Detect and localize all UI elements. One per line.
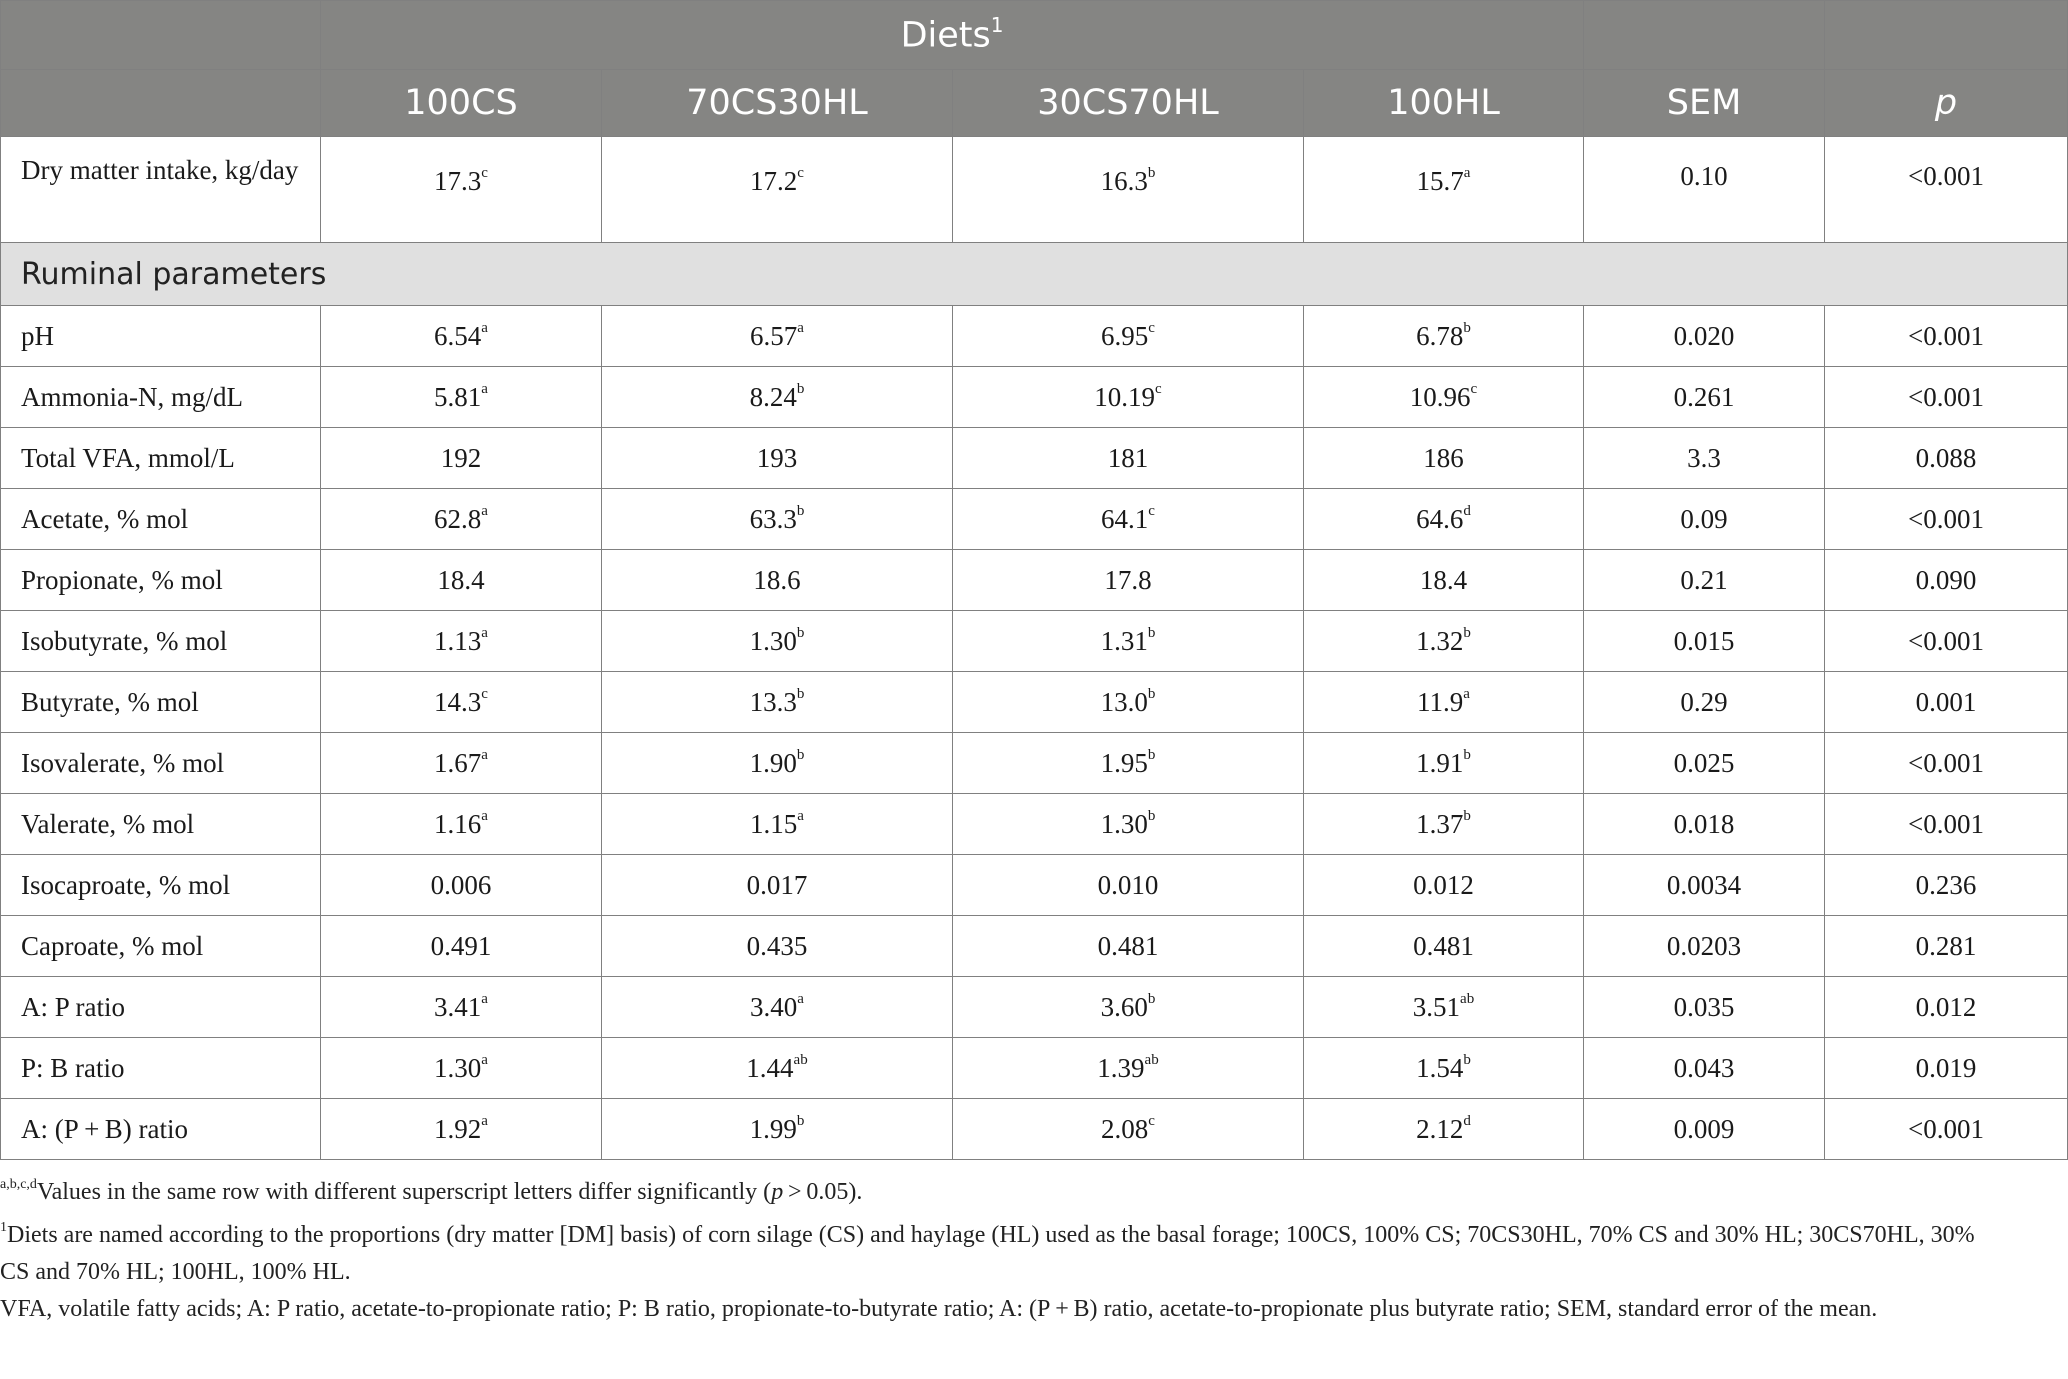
cell-value: <0.001 bbox=[1908, 747, 1985, 778]
cell-value: 0.236 bbox=[1915, 869, 1977, 900]
value-cell bbox=[953, 916, 1304, 977]
value-cell bbox=[1825, 137, 2068, 243]
value-cell bbox=[1584, 137, 1825, 243]
column-header: 30CS70HL bbox=[953, 70, 1304, 137]
value-cell bbox=[321, 733, 602, 794]
cell-value: 3.40 bbox=[750, 991, 798, 1022]
cell-value: 1.99 bbox=[749, 1113, 797, 1144]
value-cell bbox=[1584, 550, 1825, 611]
cell-value: 1.13 bbox=[434, 625, 482, 656]
table-row bbox=[1, 1099, 2068, 1160]
cell-value: 0.090 bbox=[1915, 564, 1977, 595]
significance-letter: d bbox=[1463, 502, 1471, 519]
cell-value: 3.51 bbox=[1412, 991, 1461, 1022]
value-cell bbox=[1825, 977, 2068, 1038]
footnote-text: > 0.05). bbox=[783, 1179, 863, 1205]
significance-letter: a bbox=[797, 990, 804, 1007]
table-row bbox=[1, 672, 2068, 733]
value-cell bbox=[321, 1099, 602, 1160]
value-cell bbox=[602, 1099, 953, 1160]
value-cell bbox=[1304, 428, 1584, 489]
cell-value: 15.7 bbox=[1416, 166, 1464, 196]
significance-letter: c bbox=[1148, 1112, 1155, 1129]
significance-letter: ab bbox=[793, 1051, 808, 1068]
value-cell bbox=[1825, 794, 2068, 855]
table-row bbox=[1, 367, 2068, 428]
value-cell bbox=[1825, 1099, 2068, 1160]
cell-value: 13.0 bbox=[1100, 686, 1148, 717]
cell-value: 3.41 bbox=[434, 991, 482, 1022]
table-row bbox=[1, 916, 2068, 977]
cell-value: <0.001 bbox=[1908, 161, 1985, 191]
cell-value: 2.12 bbox=[1416, 1113, 1464, 1144]
header-empty-cell bbox=[1584, 1, 1825, 70]
cell-value: 1.91 bbox=[1416, 747, 1464, 778]
cell-value: 0.481 bbox=[1413, 930, 1474, 961]
cell-value: 18.4 bbox=[1419, 564, 1468, 595]
cell-value: 62.8 bbox=[434, 503, 482, 534]
cell-value: 1.30 bbox=[434, 1052, 482, 1083]
cell-value: 0.0203 bbox=[1666, 930, 1742, 961]
cell-value: 10.96 bbox=[1409, 381, 1471, 412]
significance-letter: b bbox=[1463, 746, 1471, 763]
cell-value: 1.30 bbox=[749, 625, 797, 656]
significance-letter: a bbox=[481, 990, 488, 1007]
cell-value: 2.08 bbox=[1101, 1113, 1149, 1144]
row-label: Dry matter intake, kg/day bbox=[1, 137, 321, 243]
value-cell bbox=[1584, 672, 1825, 733]
significance-letter: c bbox=[1155, 380, 1162, 397]
cell-value: 1.90 bbox=[749, 747, 797, 778]
cell-value: 17.8 bbox=[1104, 564, 1152, 595]
cell-value: 1.37 bbox=[1416, 808, 1464, 839]
cell-value: 11.9 bbox=[1417, 686, 1464, 717]
value-cell bbox=[602, 855, 953, 916]
row-label: A: P ratio bbox=[1, 977, 321, 1038]
value-cell bbox=[1584, 733, 1825, 794]
significance-letter: a bbox=[481, 502, 488, 519]
cell-value: 1.31 bbox=[1100, 625, 1148, 656]
cell-value: 1.67 bbox=[434, 747, 482, 778]
cell-value: 0.012 bbox=[1915, 991, 1977, 1022]
row-label: Caproate, % mol bbox=[1, 916, 321, 977]
value-cell bbox=[1584, 428, 1825, 489]
value-cell bbox=[953, 672, 1304, 733]
significance-letter: a bbox=[481, 1112, 488, 1129]
value-cell bbox=[321, 367, 602, 428]
cell-value: 0.10 bbox=[1680, 161, 1728, 191]
table-row bbox=[1, 489, 2068, 550]
significance-letter: a bbox=[481, 380, 488, 397]
cell-value: 186 bbox=[1423, 442, 1464, 473]
value-cell bbox=[1584, 1099, 1825, 1160]
value-cell bbox=[602, 137, 953, 243]
cell-value: 1.95 bbox=[1100, 747, 1148, 778]
cell-value: 1.54 bbox=[1416, 1052, 1464, 1083]
value-cell bbox=[1304, 794, 1584, 855]
cell-value: 181 bbox=[1107, 442, 1149, 473]
cell-value: 17.3 bbox=[434, 166, 482, 196]
significance-letter: b bbox=[1463, 807, 1471, 824]
value-cell bbox=[1304, 1038, 1584, 1099]
cell-value: 0.21 bbox=[1680, 564, 1728, 595]
footnote-marker: 1 bbox=[0, 1220, 7, 1235]
value-cell bbox=[1304, 611, 1584, 672]
value-cell bbox=[1304, 306, 1584, 367]
row-label: Ammonia-N, mg/dL bbox=[1, 367, 321, 428]
cell-value: 18.4 bbox=[437, 564, 485, 595]
value-cell bbox=[321, 1038, 602, 1099]
value-cell bbox=[953, 428, 1304, 489]
value-cell bbox=[1584, 916, 1825, 977]
significance-letter: a bbox=[797, 807, 804, 824]
cell-value: 0.006 bbox=[430, 869, 492, 900]
cell-value: 0.481 bbox=[1097, 930, 1159, 961]
diets-group-header bbox=[321, 1, 1584, 70]
cell-value: 0.261 bbox=[1673, 381, 1735, 412]
footnote-significance bbox=[0, 1168, 2000, 1211]
cell-value: <0.001 bbox=[1908, 381, 1985, 412]
significance-letter: b bbox=[1147, 990, 1156, 1007]
cell-value: 3.60 bbox=[1100, 991, 1148, 1022]
significance-letter: ab bbox=[1144, 1051, 1159, 1068]
value-cell bbox=[321, 306, 602, 367]
cell-value: <0.001 bbox=[1908, 320, 1985, 351]
significance-letter: a bbox=[797, 319, 804, 336]
value-cell bbox=[1584, 611, 1825, 672]
row-label: A: (P + B) ratio bbox=[1, 1099, 321, 1160]
cell-value: <0.001 bbox=[1908, 625, 1985, 656]
cell-value: 1.32 bbox=[1416, 625, 1464, 656]
significance-letter: c bbox=[797, 165, 804, 181]
value-cell bbox=[1825, 550, 2068, 611]
cell-value: 10.19 bbox=[1094, 381, 1156, 412]
cell-value: 1.30 bbox=[1100, 808, 1148, 839]
cell-value: 0.001 bbox=[1915, 686, 1977, 717]
table-row bbox=[1, 855, 2068, 916]
value-cell bbox=[602, 489, 953, 550]
cell-value: 63.3 bbox=[749, 503, 797, 534]
cell-value: 64.1 bbox=[1101, 503, 1149, 534]
value-cell bbox=[1304, 672, 1584, 733]
footnote-marker: a,b,c,d bbox=[0, 1177, 37, 1192]
value-cell bbox=[1304, 733, 1584, 794]
significance-letter: ab bbox=[1460, 990, 1475, 1007]
cell-value: 18.6 bbox=[753, 564, 801, 595]
value-cell bbox=[602, 611, 953, 672]
row-label: Butyrate, % mol bbox=[1, 672, 321, 733]
row-label: Valerate, % mol bbox=[1, 794, 321, 855]
value-cell bbox=[953, 855, 1304, 916]
significance-letter: c bbox=[1148, 502, 1155, 519]
value-cell bbox=[602, 672, 953, 733]
value-cell bbox=[953, 1038, 1304, 1099]
cell-value: 0.281 bbox=[1915, 930, 1977, 961]
cell-value: 0.0034 bbox=[1666, 869, 1742, 900]
value-cell bbox=[1304, 1099, 1584, 1160]
cell-value: 1.39 bbox=[1097, 1052, 1145, 1083]
footnote-diets bbox=[0, 1211, 2000, 1291]
value-cell bbox=[602, 733, 953, 794]
cell-value: 0.025 bbox=[1673, 747, 1735, 778]
cell-value: 1.15 bbox=[750, 808, 798, 839]
value-cell bbox=[1304, 916, 1584, 977]
column-header: SEM bbox=[1584, 70, 1825, 137]
significance-letter: a bbox=[1463, 685, 1470, 702]
value-cell bbox=[321, 855, 602, 916]
value-cell bbox=[321, 672, 602, 733]
value-cell bbox=[321, 794, 602, 855]
value-cell bbox=[602, 306, 953, 367]
value-cell bbox=[321, 489, 602, 550]
value-cell bbox=[321, 977, 602, 1038]
cell-value: 0.088 bbox=[1915, 442, 1977, 473]
header-row-columns bbox=[1, 70, 2068, 137]
cell-value: 0.09 bbox=[1680, 503, 1728, 534]
cell-value: 0.019 bbox=[1915, 1052, 1977, 1083]
table-row bbox=[1, 137, 2068, 243]
cell-value: <0.001 bbox=[1908, 808, 1985, 839]
cell-value: 0.435 bbox=[746, 930, 808, 961]
cell-value: 0.043 bbox=[1673, 1052, 1735, 1083]
section-title: Ruminal parameters bbox=[1, 243, 2068, 306]
cell-value: 0.491 bbox=[430, 930, 492, 961]
value-cell bbox=[1825, 855, 2068, 916]
value-cell bbox=[1584, 367, 1825, 428]
significance-letter: b bbox=[1463, 1051, 1471, 1068]
cell-value: 13.3 bbox=[749, 686, 797, 717]
value-cell bbox=[1304, 977, 1584, 1038]
row-label: Isovalerate, % mol bbox=[1, 733, 321, 794]
value-cell bbox=[953, 794, 1304, 855]
significance-letter: a bbox=[481, 319, 488, 336]
value-cell bbox=[321, 428, 602, 489]
value-cell bbox=[1825, 428, 2068, 489]
value-cell bbox=[1825, 1038, 2068, 1099]
column-header: 70CS30HL bbox=[602, 70, 953, 137]
value-cell bbox=[1584, 1038, 1825, 1099]
value-cell bbox=[602, 1038, 953, 1099]
section-header-row bbox=[1, 243, 2068, 306]
value-cell bbox=[321, 550, 602, 611]
value-cell bbox=[321, 916, 602, 977]
significance-letter: b bbox=[796, 1112, 805, 1129]
significance-letter: a bbox=[481, 1051, 488, 1068]
value-cell bbox=[1304, 855, 1584, 916]
table-row bbox=[1, 550, 2068, 611]
column-header: 100HL bbox=[1304, 70, 1584, 137]
cell-value: <0.001 bbox=[1908, 503, 1985, 534]
cell-value: 0.009 bbox=[1673, 1113, 1735, 1144]
cell-value: 5.81 bbox=[434, 381, 482, 412]
value-cell bbox=[1825, 306, 2068, 367]
value-cell bbox=[1304, 550, 1584, 611]
table-footnotes bbox=[0, 1160, 2000, 1328]
value-cell bbox=[1304, 137, 1584, 243]
cell-value: 6.78 bbox=[1416, 320, 1464, 351]
value-cell bbox=[953, 733, 1304, 794]
column-header: 100CS bbox=[321, 70, 602, 137]
value-cell bbox=[953, 550, 1304, 611]
significance-letter: c bbox=[1470, 380, 1478, 397]
value-cell bbox=[1584, 977, 1825, 1038]
cell-value: 1.16 bbox=[434, 808, 482, 839]
cell-value: 0.020 bbox=[1673, 320, 1735, 351]
value-cell bbox=[953, 306, 1304, 367]
significance-letter: c bbox=[481, 165, 488, 181]
cell-value: 0.015 bbox=[1673, 625, 1735, 656]
significance-letter: b bbox=[1147, 165, 1156, 181]
value-cell bbox=[1584, 794, 1825, 855]
table-row bbox=[1, 977, 2068, 1038]
diets-footnote-marker: 1 bbox=[990, 12, 1004, 37]
value-cell bbox=[1825, 489, 2068, 550]
cell-value: 0.017 bbox=[746, 869, 808, 900]
cell-value: 8.24 bbox=[749, 381, 797, 412]
row-label: Acetate, % mol bbox=[1, 489, 321, 550]
value-cell bbox=[1304, 367, 1584, 428]
row-label: Isocaproate, % mol bbox=[1, 855, 321, 916]
significance-letter: b bbox=[796, 685, 805, 702]
significance-letter: b bbox=[1463, 624, 1471, 641]
significance-letter: b bbox=[796, 502, 805, 519]
value-cell bbox=[321, 611, 602, 672]
significance-letter: b bbox=[796, 380, 805, 397]
significance-letter: b bbox=[1463, 319, 1471, 336]
value-cell bbox=[1825, 733, 2068, 794]
value-cell bbox=[1584, 489, 1825, 550]
cell-value: 64.6 bbox=[1416, 503, 1464, 534]
column-header: p bbox=[1825, 70, 2068, 137]
cell-value: 6.54 bbox=[434, 320, 482, 351]
value-cell bbox=[602, 916, 953, 977]
value-cell bbox=[321, 137, 602, 243]
cell-value: 3.3 bbox=[1687, 442, 1721, 473]
significance-letter: b bbox=[796, 624, 805, 641]
row-label: P: B ratio bbox=[1, 1038, 321, 1099]
table-row bbox=[1, 306, 2068, 367]
row-label: Total VFA, mmol/L bbox=[1, 428, 321, 489]
row-label: Propionate, % mol bbox=[1, 550, 321, 611]
value-cell bbox=[953, 977, 1304, 1038]
value-cell bbox=[953, 489, 1304, 550]
significance-letter: c bbox=[481, 685, 488, 702]
cell-value: <0.001 bbox=[1908, 1113, 1985, 1144]
significance-letter: b bbox=[1147, 746, 1156, 763]
value-cell bbox=[602, 550, 953, 611]
significance-letter: b bbox=[1147, 685, 1156, 702]
value-cell bbox=[953, 367, 1304, 428]
diets-title: Diets bbox=[900, 15, 991, 56]
cell-value: 1.92 bbox=[434, 1113, 482, 1144]
header-empty-cell bbox=[1, 1, 321, 70]
table-row bbox=[1, 611, 2068, 672]
footnote-text: Values in the same row with different superscript letters differ significantly ( bbox=[36, 1179, 772, 1205]
footnote-text: VFA, volatile fatty acids; A: P ratio, acetate-to-propionate ratio; P: B ratio, propionate-to-butyrate ratio; A: (P + B) ratio, acetate-to-propionate plus butyrate ratio; SEM, standard error of the mean. bbox=[0, 1296, 1878, 1322]
cell-value: 6.57 bbox=[750, 320, 798, 351]
significance-letter: a bbox=[1463, 165, 1471, 181]
cell-value: 6.95 bbox=[1101, 320, 1149, 351]
table-row bbox=[1, 794, 2068, 855]
cell-value: 0.035 bbox=[1673, 991, 1735, 1022]
value-cell bbox=[953, 1099, 1304, 1160]
header-row-group bbox=[1, 1, 2068, 70]
value-cell bbox=[1825, 367, 2068, 428]
significance-letter: a bbox=[481, 624, 488, 641]
cell-value: 0.29 bbox=[1680, 686, 1728, 717]
footnote-text: Diets are named according to the proportions (dry matter [DM] basis) of corn silage (CS) and haylage (HL) used as the basal forage; 100CS, 100% CS; 70CS30HL, 70% CS and 30% HL; 30CS70HL, 30% CS and 70% HL; 100HL, 100% HL. bbox=[0, 1222, 1975, 1285]
significance-letter: b bbox=[1147, 624, 1156, 641]
significance-letter: b bbox=[1147, 807, 1156, 824]
cell-value: 16.3 bbox=[1100, 166, 1148, 196]
row-label: pH bbox=[1, 306, 321, 367]
value-cell bbox=[953, 611, 1304, 672]
header-empty-cell bbox=[1, 70, 321, 137]
significance-letter: d bbox=[1463, 1112, 1471, 1129]
cell-value: 14.3 bbox=[434, 686, 482, 717]
value-cell bbox=[953, 137, 1304, 243]
value-cell bbox=[1584, 855, 1825, 916]
cell-value: 0.010 bbox=[1097, 869, 1159, 900]
significance-letter: a bbox=[481, 807, 488, 824]
significance-letter: c bbox=[1148, 319, 1155, 336]
value-cell bbox=[602, 977, 953, 1038]
cell-value: 0.012 bbox=[1413, 869, 1474, 900]
header-empty-cell bbox=[1825, 1, 2068, 70]
significance-letter: b bbox=[796, 746, 805, 763]
cell-value: 0.018 bbox=[1673, 808, 1735, 839]
table-row bbox=[1, 1038, 2068, 1099]
significance-letter: a bbox=[481, 746, 488, 763]
value-cell bbox=[602, 367, 953, 428]
table-row bbox=[1, 733, 2068, 794]
value-cell bbox=[602, 428, 953, 489]
cell-value: 192 bbox=[440, 442, 482, 473]
footnote-abbreviations bbox=[0, 1291, 2000, 1328]
table-row bbox=[1, 428, 2068, 489]
value-cell bbox=[1304, 489, 1584, 550]
value-cell bbox=[1584, 306, 1825, 367]
footnote-italic: p bbox=[771, 1179, 784, 1205]
value-cell bbox=[602, 794, 953, 855]
cell-value: 17.2 bbox=[750, 166, 798, 196]
row-label: Isobutyrate, % mol bbox=[1, 611, 321, 672]
value-cell bbox=[1825, 672, 2068, 733]
cell-value: 1.44 bbox=[746, 1052, 794, 1083]
value-cell bbox=[1825, 611, 2068, 672]
value-cell bbox=[1825, 916, 2068, 977]
cell-value: 193 bbox=[756, 442, 798, 473]
